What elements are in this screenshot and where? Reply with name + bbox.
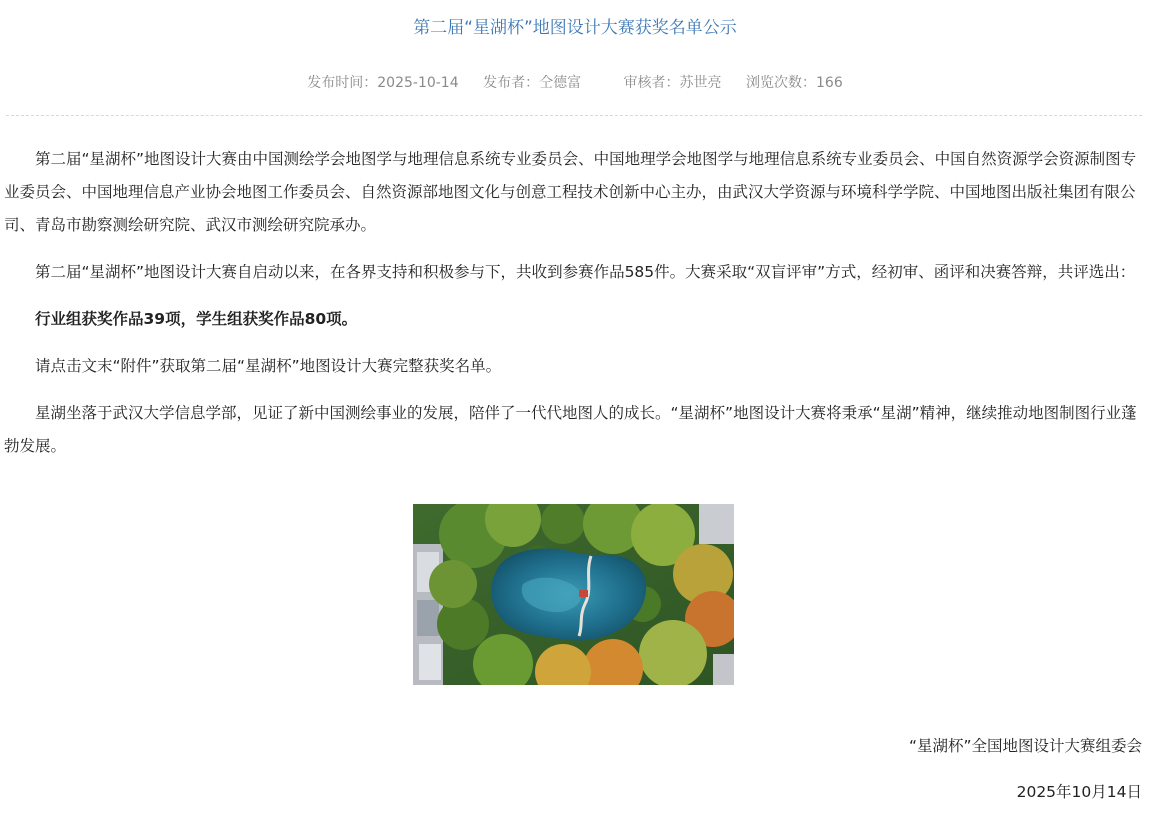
- header-divider: [6, 115, 1142, 116]
- paragraph-attachment-note: 请点击文末“附件”获取第二届“星湖杯”地图设计大赛完整获奖名单。: [35, 357, 502, 375]
- publisher: 发布者：仝德富: [483, 75, 582, 91]
- aerial-lake-photo: [413, 504, 734, 685]
- paragraph-organizers: 第二届“星湖杯”地图设计大赛由中国测绘学会地图学与地理信息系统专业委员会、中国地理学会地图学与地理信息系统专业委员会、中国自然资源学会资源制图专业委员会、中国地理信息产业协会地图工作委员会、自然资源部地图文化与创意工程技术创新中心主办，由武汉大学资源与环境科学学院、中国地图出版社集团有限公司、青岛市勘察测绘研究院、武汉市测绘研究院承办。: [4, 150, 1137, 234]
- signature-date: 2025年10月14日: [1016, 783, 1142, 801]
- paragraph-summary: 第二届“星湖杯”地图设计大赛自启动以来，在各界支持和积极参与下，共收到参赛作品585件。大赛采取“双盲评审”方式，经初审、函评和决赛答辩，共评选出：: [35, 263, 1136, 281]
- view-count: 浏览次数：166: [746, 75, 843, 91]
- reviewer: 审核者：苏世亮: [623, 75, 722, 91]
- paragraph-award-counts: 行业组获奖作品39项，学生组获奖作品80项。: [35, 310, 358, 328]
- signature-organization: “星湖杯”全国地图设计大赛组委会: [908, 737, 1142, 755]
- paragraph-closing: 星湖坐落于武汉大学信息学部，见证了新中国测绘事业的发展，陪伴了一代代地图人的成长。“星湖杯”地图设计大赛将秉承“星湖”精神，继续推动地图制图行业蓬勃发展。: [4, 404, 1137, 455]
- publish-time: 发布时间：2025-10-14: [307, 75, 459, 91]
- article-title: 第二届“星湖杯”地图设计大赛获奖名单公示: [413, 18, 737, 38]
- article-body: [4, 143, 1142, 477]
- article-meta: [0, 73, 1150, 93]
